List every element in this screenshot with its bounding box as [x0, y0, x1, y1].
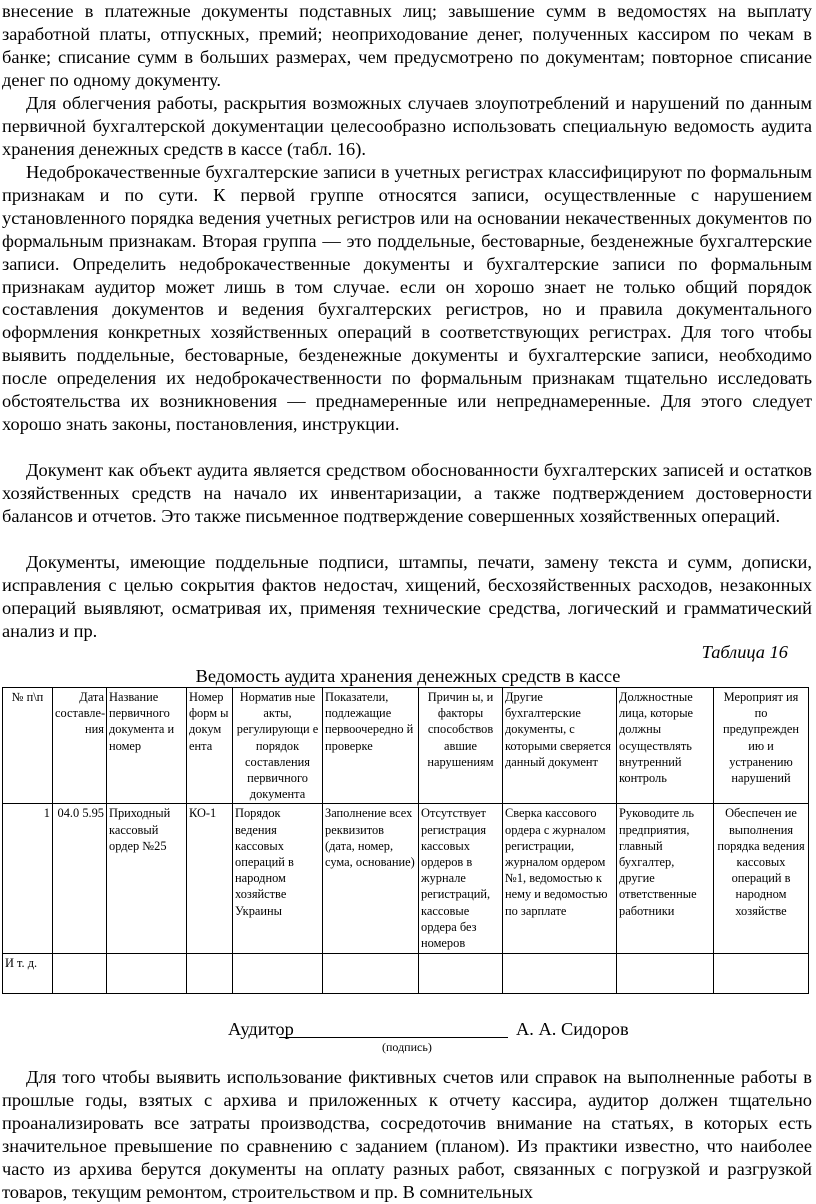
table-cell [503, 954, 617, 994]
audit-table [2, 687, 809, 994]
table-cell: Обеспечен ие выполнения порядка ведения кассовых операций в народном хозяйстве [714, 804, 809, 954]
table-cell: Приходный кассовый ордер №25 [107, 804, 187, 954]
signature-line [279, 1037, 508, 1038]
table-cell: Отсутствует регистрация кассовых ордеров в журнале регистраций, кассовые ордера без номеров [419, 804, 503, 954]
header-cell: Другие бухгалтерские документы, с которыми сверяется данный документ [503, 688, 617, 804]
table-cell [107, 954, 187, 994]
signature-caption: (подпись) [382, 1040, 432, 1054]
header-cell: Номер форм ы докум ента [187, 688, 233, 804]
table-cell: КО-1 [187, 804, 233, 954]
paragraph-3: Недоброкачественные бухгалтерские записи в учетных регистрах классифицируют по формальным признакам и по сути. К первой группе относятся записи, осуществленные с нарушением установленного порядка ведения учетных регистров или на основании некачественных документов по формальным признакам. Вторая группа — это поддельные, бестоварные, безденежные бухгалтерские записи. Определить недоброкачественные документы и бухгалтерские записи по формальным признакам аудитор может лишь в том случае. если он хорошо знает не только общий порядок составления документов и ведения бухгалтерских регистров, но и правила документального оформления конкретных хозяйственных операций в соответствующих регистрах. Для того чтобы выявить поддельные, бестоварные, безденежные документы и бухгалтерские записи, необходимо после определения их недоброкачественности по формальным признакам тщательно исследовать обстоятельства их возникновения — преднамеренные или непреднамеренные. Для этого следует хорошо знать законы, постановления, инструкции. [2, 162, 812, 434]
table-cell: Заполнение всех реквизитов (дата, номер, сума, основание) [323, 804, 419, 954]
table-cell: 1 [3, 804, 53, 954]
signature-name: А. А. Сидоров [516, 1019, 629, 1039]
table-cell [419, 954, 503, 994]
header-cell: Причин ы, и факторы способствов авшие нарушениям [419, 688, 503, 804]
table-cell: Сверка кассового ордера с журналом регистрации, журналом ордером №1, ведомостью к нему и ведомостью по зарплате [503, 804, 617, 954]
header-cell: № п\п [3, 688, 53, 804]
header-cell: Мероприят ия по предупрежден ию и устранению нарушений [714, 688, 809, 804]
header-cell: Должностные лица, которые должны осуществлять внутренний контроль [617, 688, 714, 804]
paragraph-5: Документы, имеющие поддельные подписи, штампы, печати, замену текста и сумм, дописки, исправления с целью сокрытия фактов недостач, хищений, бесхозяйственных расходов, незаконных операций выявляют, осматривая их, применяя технические средства, логический и грамматический анализ и пр. [2, 552, 812, 641]
header-cell: Показатели, подлежащие первоочередно й проверке [323, 688, 419, 804]
table-row [3, 804, 809, 954]
signature-role: Аудитор [228, 1019, 294, 1039]
table-total-row [3, 954, 809, 994]
paragraph-2: Для облегчения работы, раскрытия возможных случаев злоупотреблений и нарушений по данным первичной бухгалтерской документации целесообразно использовать специальную ведомость аудита хранения денежных средств в кассе (табл. 16). [2, 93, 812, 159]
table-cell [617, 954, 714, 994]
table-header-row [3, 688, 809, 804]
table-cell: Порядок ведения кассовых операций в народном хозяйстве Украины [233, 804, 323, 954]
table-cell [187, 954, 233, 994]
total-label: И т. д. [3, 954, 53, 994]
table-cell [233, 954, 323, 994]
table-caption: Таблица 16 [701, 642, 788, 662]
paragraph-4: Документ как объект аудита является средством обоснованности бухгалтерских записей и остатков хозяйственных средств на начало их инвентаризации, а также подтверждением достоверности балансов и отчетов. Это также письменное подтверждение совершенных хозяйственных операций. [2, 460, 812, 526]
paragraph-1: внесение в платежные документы подставных лиц; завышение сумм в ведомостях на выплату заработной платы, отпускных, премий; неоприходование денег, полученных кассиром по чекам в банке; списание сумм в больших размерах, чем предусмотрено по документам; повторное списание денег по одному документу. [2, 1, 812, 90]
table-cell: 04.0 5.95 [53, 804, 107, 954]
table-cell: Руководите ль предприятия, главный бухгалтер, другие ответственные работники [617, 804, 714, 954]
table-cell [714, 954, 809, 994]
table-cell [53, 954, 107, 994]
paragraph-6: Для того чтобы выявить использование фиктивных счетов или справок на выполненные работы в прошлые годы, взятых с архива и приложенных к отчету кассира, аудитор должен тщательно проанализировать все затраты производства, сосредоточив внимание на статьях, в которых есть значительное превышение по сравнению с заданием (планом). Из практики известно, что наиболее часто из архива берутся документы на оплату разных работ, связанных с погрузкой и разгрузкой товаров, текущим ремонтом, строительством и пр. В сомнительных [2, 1067, 812, 1202]
header-cell: Дата составления [53, 688, 107, 804]
header-cell: Название первичного документа и номер [107, 688, 187, 804]
table-title: Ведомость аудита хранения денежных средств в кассе [195, 666, 621, 686]
table-cell [323, 954, 419, 994]
header-cell: Норматив ные акты, регулирующи е порядок составления первичного документа [233, 688, 323, 804]
